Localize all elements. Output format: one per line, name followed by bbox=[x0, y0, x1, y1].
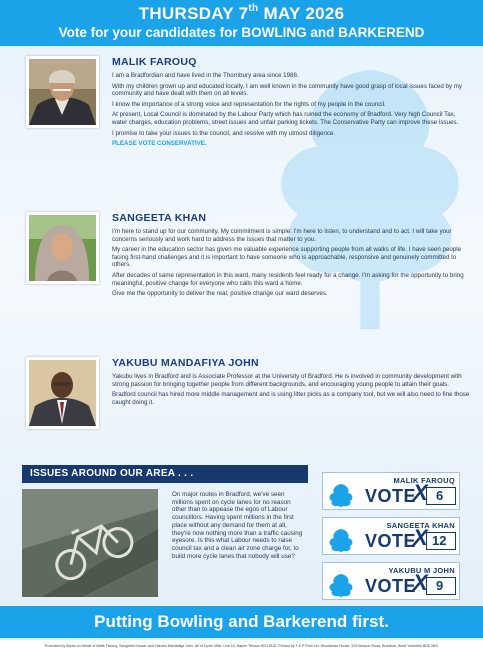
statement-paragraph: With my children grown up and educated locally, I am well known in the community have good grasp of local issues faced by my community and have dealt with them on all levels. bbox=[112, 82, 462, 98]
candidate-name: MALIK FAROUQ bbox=[112, 56, 197, 68]
issues-section bbox=[22, 465, 308, 605]
statement-paragraph: Yakubu lives in Bradford and is Associate Professor at the University of Bradford. He is involved in community development with strong passion for bringing together people from different backgrounds, and encouraging young people to attain their goals. bbox=[112, 373, 462, 388]
candidate-name: SANGEETA KHAN bbox=[112, 212, 207, 224]
candidate-statement bbox=[112, 212, 472, 301]
candidate-name: YAKUBU MANDAFIYA JOHN bbox=[112, 357, 259, 369]
statement-paragraph: My career in the education sector has given me valuable experience supporting people from all walks of life. I have seen people facing first-hand challenges and it is important to have someone who is approachable, responsive and genuinely committed to others. bbox=[112, 246, 462, 269]
vote-card-sangeeta-khan bbox=[322, 517, 460, 555]
statement-paragraph: I am a Bradfordian and have lived in the Thornbury area since 1988. bbox=[112, 72, 299, 79]
candidate-photo bbox=[26, 56, 99, 128]
vote-label: VOTE bbox=[365, 486, 417, 506]
ballot-cross-mark: X bbox=[413, 570, 428, 595]
issues-heading: ISSUES AROUND OUR AREA . . . bbox=[22, 465, 308, 483]
ballot-cross-mark: X bbox=[413, 480, 428, 505]
ballot-number-box: 9 bbox=[426, 577, 456, 595]
statement-paragraph: After decades of same representation in this ward, many residents feel ready for a change. I'm asking for the opportunity to bring meaningful, positive change for everyone who calls this ward a home. bbox=[112, 271, 464, 287]
vote-card-yakubu-m-john bbox=[322, 562, 460, 600]
cycle-lane-photo bbox=[22, 489, 158, 597]
ballot-cross-mark: X bbox=[413, 525, 428, 550]
vote-card-name: SANGEETA KHAN bbox=[386, 521, 455, 530]
statement-paragraph: Give me the opportunity to deliver the real, positive change our ward deserves. bbox=[112, 290, 328, 298]
election-date bbox=[0, 0, 483, 24]
vote-conservative-callout: PLEASE VOTE CONSERVATIVE. bbox=[112, 140, 207, 148]
imprint-text: Promoted by Aliyes on behalf of Malik Farouq, Sangeeta Kauser and Yakubu Mandafiya John. All of Kyme Mills, Unit 16, Napier Terrace BD3 8DD. Printed by T & P Print Ltd, Woodhead House, 529 Beacon Road, Bradford, West Yorkshire BD6 3NG bbox=[0, 640, 483, 654]
date-day: THURSDAY 7 bbox=[138, 4, 249, 23]
footer-slogan: Putting Bowling and Barkerend first. bbox=[0, 606, 483, 638]
vote-card-name: MALIK FAROUQ bbox=[393, 476, 455, 485]
date-suffix: th bbox=[248, 3, 259, 14]
statement-paragraph: I promise to take your issues to the council, and resolve with my utmost diligence. bbox=[112, 129, 336, 137]
statement-paragraph: I'm here to stand up for our community. My commitment is simple: I'm here to listen, to understand and to act. I will take your concerns seriously and work hard to address the issues that matter to you. bbox=[112, 228, 452, 243]
statement-paragraph: At present, Local Council is dominated by the Labour Party which has ruined the economy of Bradford. Very high Council Tax, water charges, education problems, street issues and unfair parking tickets. The Conservative Party can improve these issues. bbox=[112, 111, 459, 126]
issues-text: On major routes in Bradford, we've seen millions spent on cycle lanes for no reason other than to appease the egos of Labour councillors. Having spent millions in the first place without any demand for them at all, they're now nothing more than a traffic causing eyesore. Is this what Labour needs to raise council tax and a clean air zone charge for, to build more cycle lanes that nobody will use? bbox=[172, 491, 303, 560]
conservative-tree-logo bbox=[326, 572, 356, 598]
election-subtitle: Vote for your candidates for BOWLING and BARKEREND bbox=[58, 25, 425, 40]
statement-paragraph: Bradford council has hired more middle management and is using litter picks as a company tool, but we will also need to fine those caught doing it. bbox=[112, 391, 470, 406]
conservative-tree-logo bbox=[326, 527, 356, 553]
election-header bbox=[0, 0, 483, 46]
ballot-number-box: 12 bbox=[426, 532, 456, 550]
candidate-statement bbox=[112, 56, 472, 151]
conservative-tree-logo bbox=[326, 482, 356, 508]
date-month-year: MAY 2026 bbox=[258, 4, 345, 23]
statement-paragraph: I know the importance of a strong voice and representation for the rights of my people in the council. bbox=[112, 100, 386, 108]
vote-card-name: YAKUBU M JOHN bbox=[388, 566, 455, 575]
vote-card-malik-farouq bbox=[322, 472, 460, 510]
candidate-photo bbox=[26, 357, 99, 429]
ballot-number-box: 6 bbox=[426, 487, 456, 505]
candidate-statement bbox=[112, 357, 472, 409]
vote-label: VOTE bbox=[365, 531, 417, 551]
candidate-photo bbox=[26, 212, 99, 284]
vote-label: VOTE bbox=[365, 576, 417, 596]
